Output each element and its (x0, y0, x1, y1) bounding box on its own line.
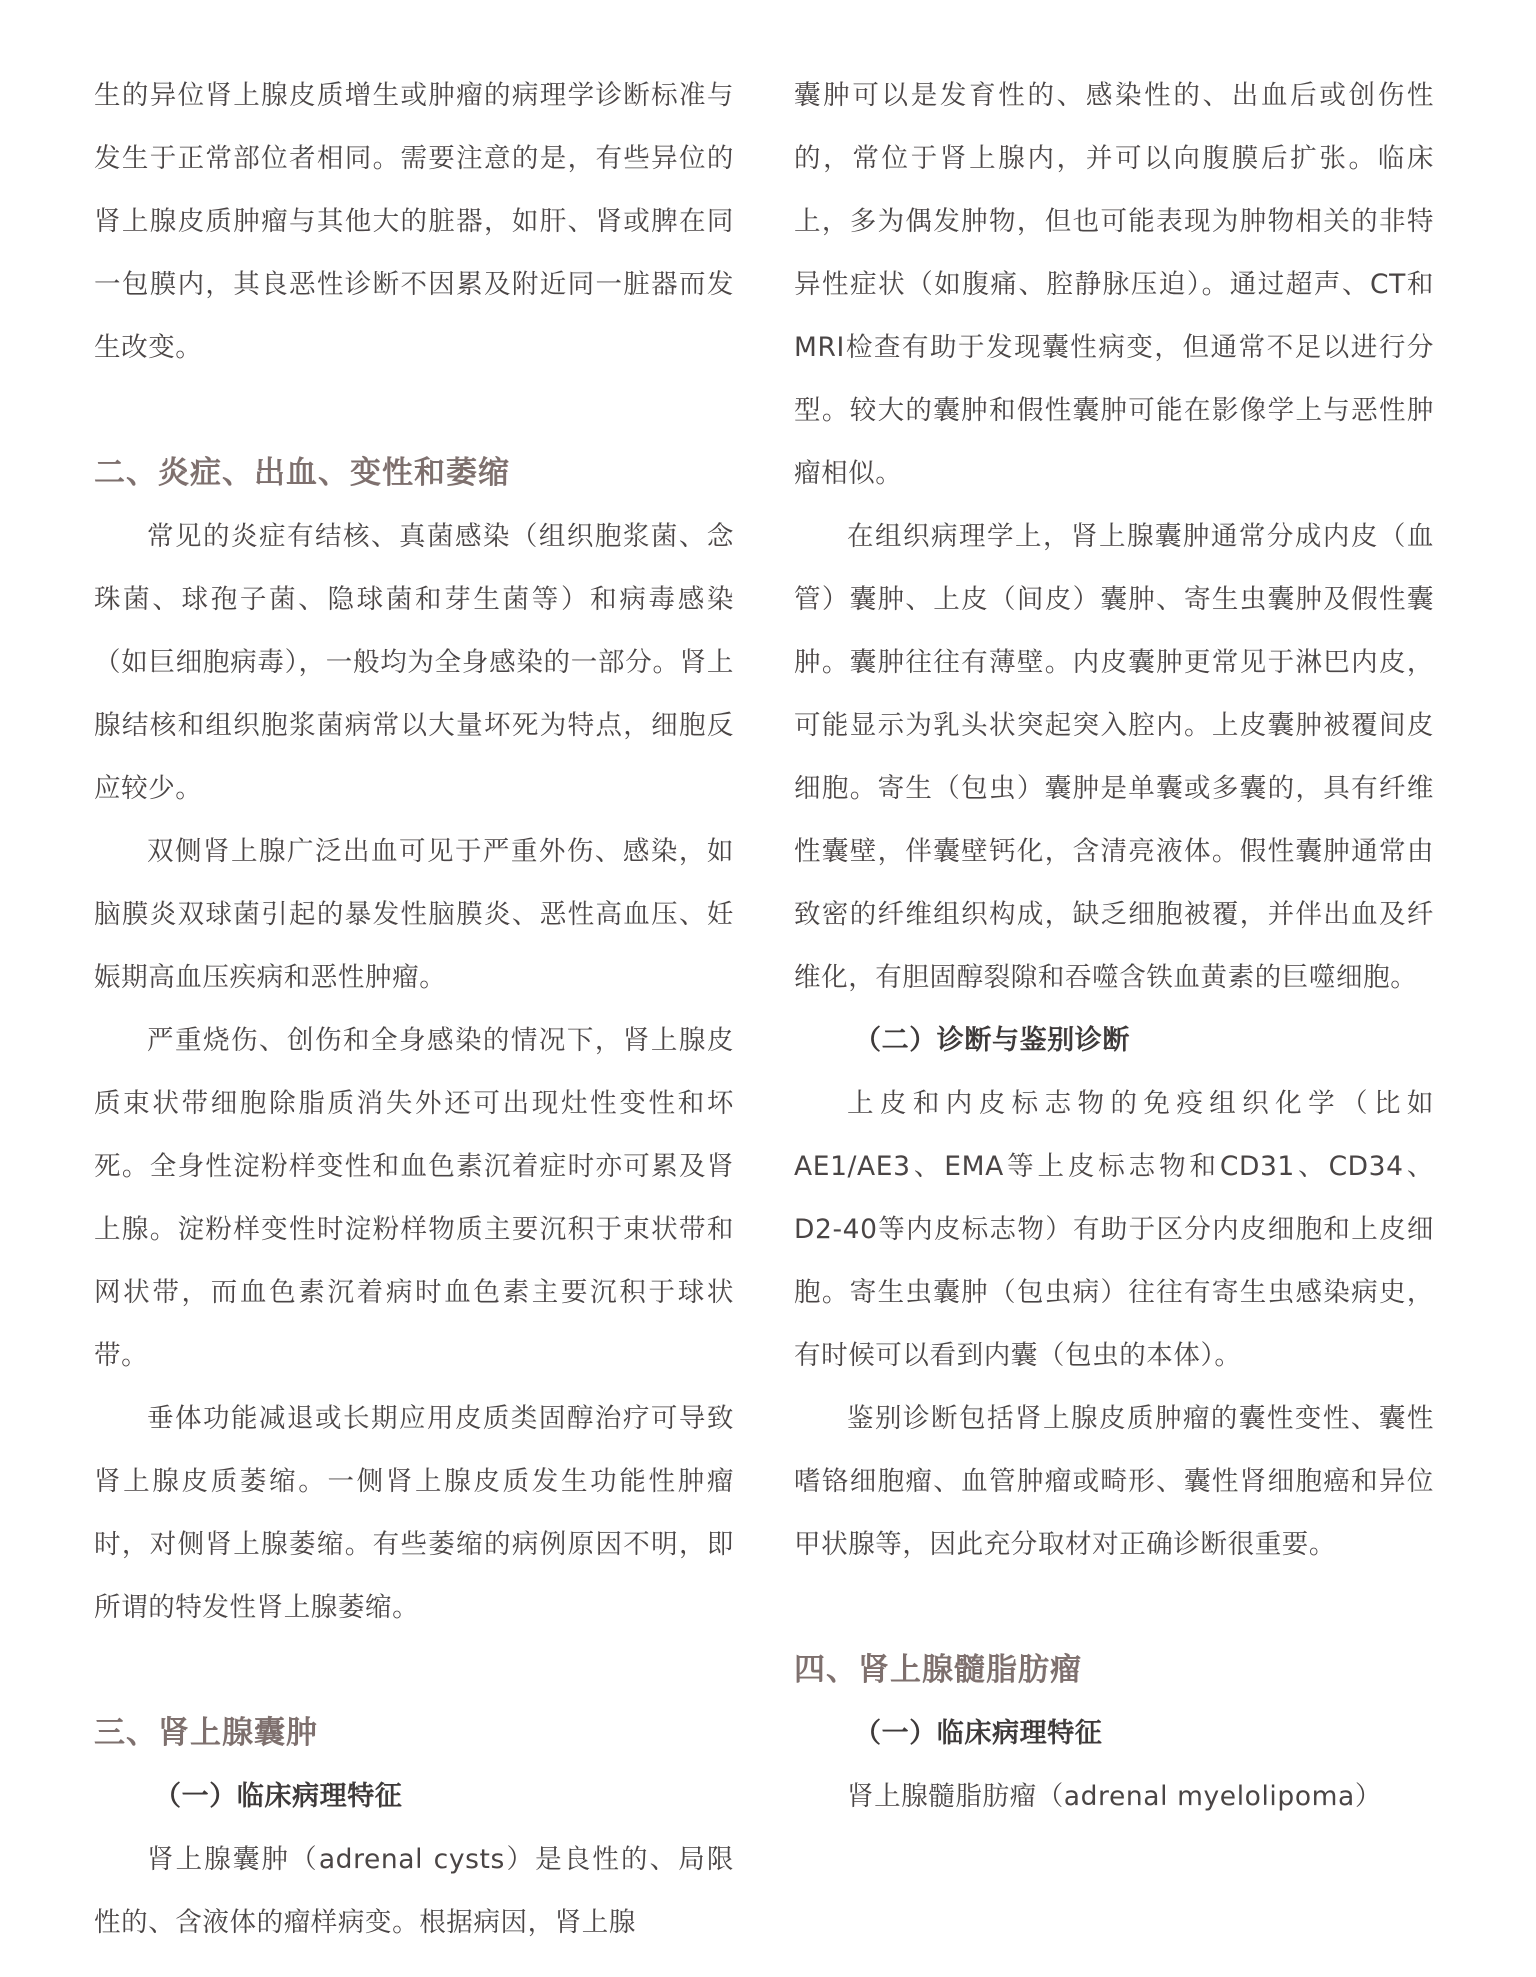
paragraph: 垂体功能减退或长期应用皮质类固醇治疗可导致肾上腺皮质萎缩。一侧肾上腺皮质发生功能性肿瘤时，对侧肾上腺萎缩。有些萎缩的病例原因不明，即所谓的特发性肾上腺萎缩。 (94, 1403, 734, 1623)
subsection-heading: （二）诊断与鉴别诊断 (854, 1025, 1130, 1056)
right-column (794, 64, 1434, 1828)
paragraph: 囊肿可以是发育性的、感染性的、出血后或创伤性的，常位于肾上腺内，并可以向腹膜后扩张。临床上，多为偶发肿物，但也可能表现为肿物相关的非特异性症状（如腹痛、腔静脉压迫）。通过超声、CT和MRI检查有助于发现囊性病变，但通常不足以进行分型。较大的囊肿和假性囊肿可能在影像学上与恶性肿瘤相似。 (794, 80, 1434, 489)
paragraph: 常见的炎症有结核、真菌感染（组织胞浆菌、念珠菌、球孢子菌、隐球菌和芽生菌等）和病毒感染（如巨细胞病毒），一般均为全身感染的一部分。肾上腺结核和组织胞浆菌病常以大量坏死为特点，细胞反应较少。 (94, 521, 734, 804)
subsection-heading: （一）临床病理特征 (854, 1718, 1103, 1749)
spacer (94, 379, 734, 442)
spacer (794, 1576, 1434, 1639)
paragraph: 严重烧伤、创伤和全身感染的情况下，肾上腺皮质束状带细胞除脂质消失外还可出现灶性变性和坏死。全身性淀粉样变性和血色素沉着症时亦可累及肾上腺。淀粉样变性时淀粉样物质主要沉积于束状带和网状带，而血色素沉着病时血色素主要沉积于球状带。 (94, 1025, 734, 1371)
paragraph: 双侧肾上腺广泛出血可见于严重外伤、感染，如脑膜炎双球菌引起的暴发性脑膜炎、恶性高血压、妊娠期高血压疾病和恶性肿瘤。 (94, 836, 734, 993)
paragraph: 肾上腺囊肿（adrenal cysts）是良性的、局限性的、含液体的瘤样病变。根据病因，肾上腺 (94, 1844, 734, 1938)
section-heading: 四、肾上腺髓脂肪瘤 (794, 1652, 1082, 1688)
section-heading: 二、炎症、出血、变性和萎缩 (94, 455, 510, 491)
spacer (94, 1639, 734, 1702)
left-column (94, 64, 734, 1954)
paragraph: 上皮和内皮标志物的免疫组织化学（比如AE1/AE3、EMA等上皮标志物和CD31、CD34、D2-40等内皮标志物）有助于区分内皮细胞和上皮细胞。寄生虫囊肿（包虫病）往往有寄生虫感染病史，有时候可以看到内囊（包虫的本体）。 (794, 1088, 1434, 1371)
paragraph: 生的异位肾上腺皮质增生或肿瘤的病理学诊断标准与发生于正常部位者相同。需要注意的是，有些异位的肾上腺皮质肿瘤与其他大的脏器，如肝、肾或脾在同一包膜内，其良恶性诊断不因累及附近同一脏器而发生改变。 (94, 80, 734, 363)
paragraph: 鉴别诊断包括肾上腺皮质肿瘤的囊性变性、囊性嗜铬细胞瘤、血管肿瘤或畸形、囊性肾细胞癌和异位甲状腺等，因此充分取材对正确诊断很重要。 (794, 1403, 1434, 1560)
paragraph: 肾上腺髓脂肪瘤（adrenal myelolipoma） (847, 1781, 1382, 1812)
section-heading: 三、肾上腺囊肿 (94, 1715, 318, 1751)
paragraph: 在组织病理学上，肾上腺囊肿通常分成内皮（血管）囊肿、上皮（间皮）囊肿、寄生虫囊肿及假性囊肿。囊肿往往有薄壁。内皮囊肿更常见于淋巴内皮，可能显示为乳头状突起突入腔内。上皮囊肿被覆间皮细胞。寄生（包虫）囊肿是单囊或多囊的，具有纤维性囊壁，伴囊壁钙化，含清亮液体。假性囊肿通常由致密的纤维组织构成，缺乏细胞被覆，并伴出血及纤维化，有胆固醇裂隙和吞噬含铁血黄素的巨噬细胞。 (794, 521, 1434, 993)
subsection-heading: （一）临床病理特征 (154, 1781, 403, 1812)
